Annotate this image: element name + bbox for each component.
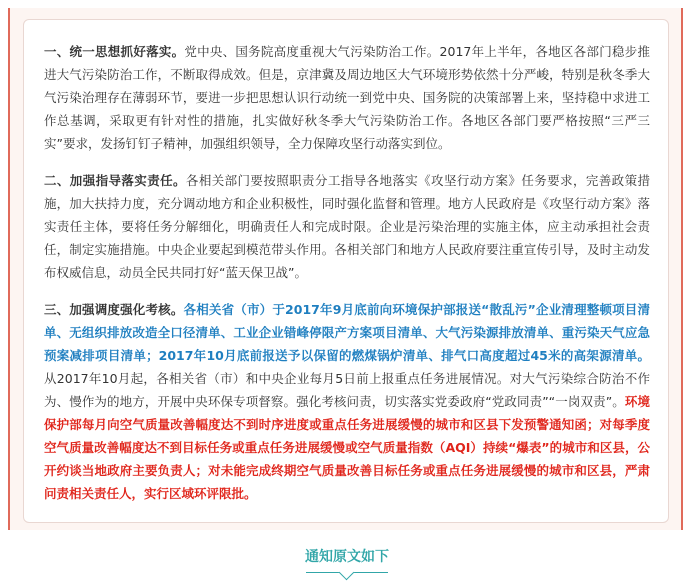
- article-frame: [8, 8, 683, 530]
- paragraph-1-heading: 一、统一思想抓好落实。: [44, 44, 185, 59]
- paragraph-2-heading: 二、加强指导落实责任。: [44, 173, 186, 188]
- paragraph-3-blue-text: 各相关省（市）于2017年9月底前向环境保护部报送“散乱污”企业清理整顿项目清单、无组织排放改造全口径清单、工业企业错峰停限产方案项目清单、大气污染源排放清单、重污染天气应急预案减排项目清单；2017年10月底前报送予以保留的燃煤锅炉清单、排气口高度超过45米的高架源清单。: [44, 302, 650, 363]
- content-card: [23, 19, 669, 523]
- paragraph-2-body: 各相关部门要按照职责分工指导各地落实《攻坚行动方案》任务要求，完善政策措施，加大扶持力度，充分调动地方和企业积极性，同时强化监督和管理。地方人民政府是《攻坚行动方案》落实责任主体，要将任务分解细化，明确责任人和完成时限。企业是污染治理的实施主体，应主动承担社会责任，制定实施措施。中央企业要起到模范带头作用。各相关部门和地方人民政府要注重宣传引导，及时主动发布权威信息，动员全民共同打好“蓝天保卫战”。: [44, 173, 650, 280]
- footer-caret-icon: [339, 565, 355, 581]
- paragraph-3-red-text: 环境保护部每月向空气质量改善幅度达不到时序进度或重点任务进展缓慢的城市和区县下发预警通知函；对每季度空气质量改善幅度达不到目标任务或重点任务进展缓慢或空气质量指数（AQI）持续“爆表”的城市和区县，公开约谈当地政府主要负责人；对未能完成终期空气质量改善目标任务或重点任务进展缓慢的城市和区县，严肃问责相关责任人，实行区域环评限批。: [44, 394, 650, 501]
- footer-note: 通知原文如下: [305, 549, 389, 565]
- paragraph-3-body: 从2017年10月起，各相关省（市）和中央企业每月5日前上报重点任务进展情况。对大气污染综合防治不作为、慢作为的地方，开展中央环保专项督察。强化考核问责，切实落实党委政府“党政同责”“一岗双责”。: [44, 371, 650, 409]
- article-content: [44, 40, 650, 505]
- paragraph-1-body: 党中央、国务院高度重视大气污染防治工作。2017年上半年，各地区各部门稳步推进大气污染防治工作，不断取得成效。但是，京津冀及周边地区大气环境形势依然十分严峻，特别是秋冬季大气污染治理存在薄弱环节，要进一步把思想认识行动统一到党中央、国务院的决策部署上来，坚持稳中求进工作总基调，采取更有针对性的措施，扎实做好秋冬季大气污染防治工作。各地区各部门要严格按照“三严三实”要求，发扬钉钉子精神，加强组织领导，全力保障攻坚行动落实到位。: [44, 44, 650, 151]
- paragraph-3: [44, 298, 650, 505]
- paragraph-2: [44, 169, 650, 284]
- paragraph-1: [44, 40, 650, 155]
- paragraph-3-heading: 三、加强调度强化考核。: [44, 302, 184, 317]
